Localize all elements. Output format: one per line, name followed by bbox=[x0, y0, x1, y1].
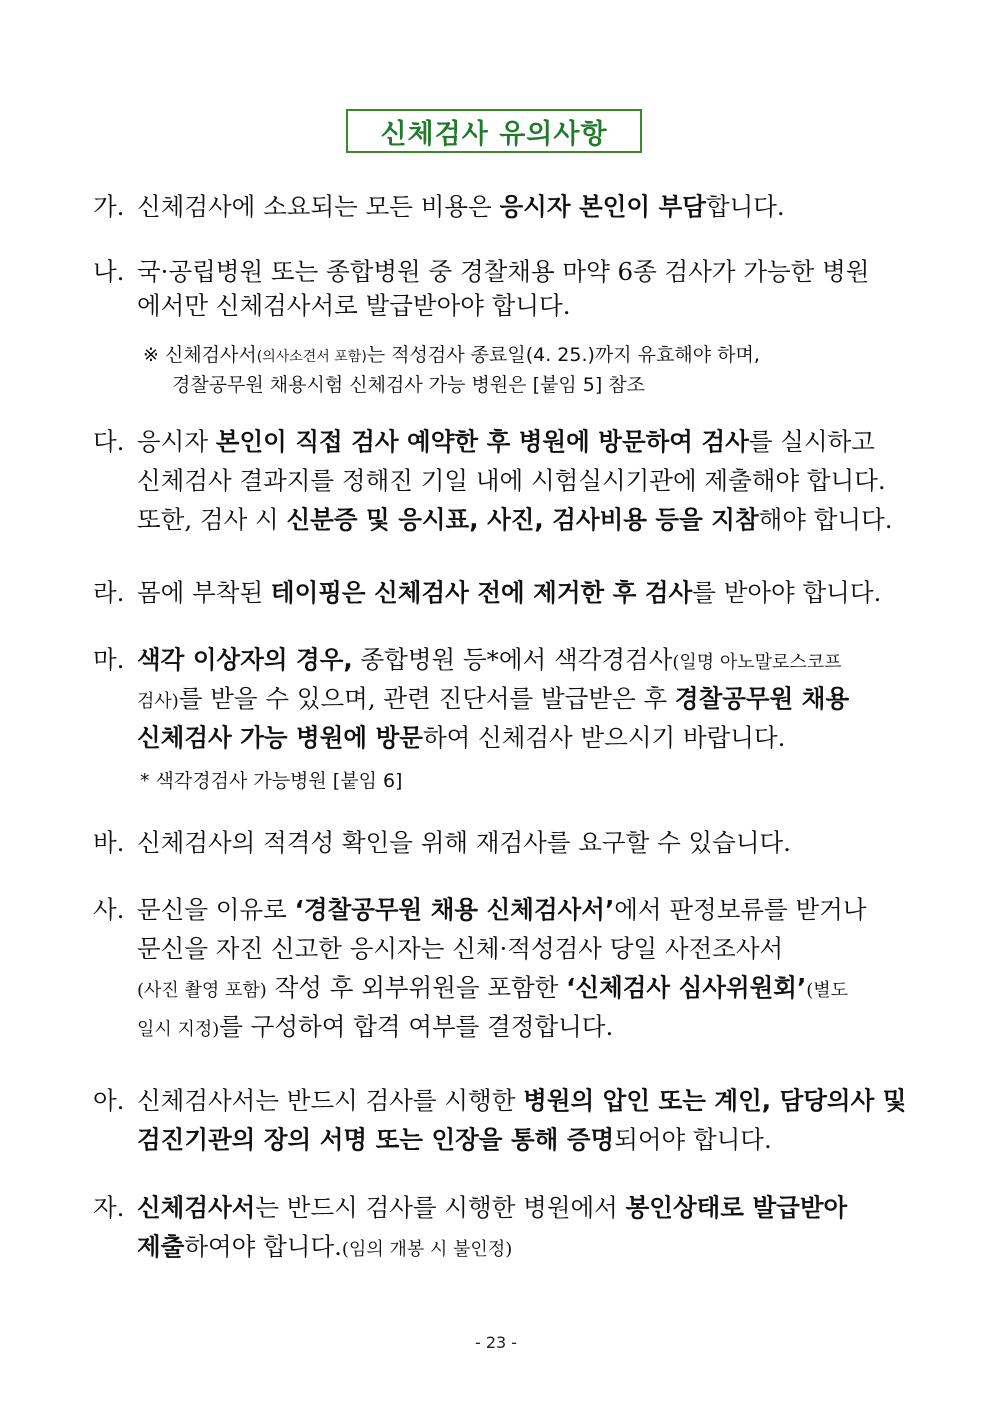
item-marker: 자. bbox=[93, 1193, 125, 1222]
note-na-2: 경찰공무원 채용시험 신체검사 가능 병원은 [붙임 5] 참조 bbox=[172, 374, 645, 396]
item-marker: 마. bbox=[93, 645, 125, 674]
emphasis: 테이핑은 신체검사 전에 제거한 후 검사 bbox=[270, 578, 693, 607]
list-item-ba: 바. 신체검사의 적격성 확인을 위해 재검사를 요구할 수 있습니다. bbox=[93, 826, 903, 860]
emphasis: 봉인상태로 발급받아 bbox=[625, 1193, 848, 1222]
note-ma: * 색각경검사 가능병원 [붙임 6] bbox=[140, 770, 403, 792]
emphasis: ‘신체검사 심사위원회’ bbox=[566, 973, 807, 1002]
item-marker: 라. bbox=[93, 578, 125, 607]
emphasis: 본인이 직접 검사 예약한 후 병원에 방문하여 검사 bbox=[215, 427, 749, 456]
list-item-ja: 자. 신체검사서는 반드시 검사를 시행한 병원에서 봉인상태로 발급받아 제출하여야 합니다.(임의 개봉 시 불인정) bbox=[93, 1193, 848, 1261]
emphasis: 병원의 압인 또는 계인, 담당의사 및 bbox=[523, 1086, 907, 1115]
item-marker: 다. bbox=[93, 427, 125, 456]
list-item-a: 아. 신체검사서는 반드시 검사를 시행한 병원의 압인 또는 계인, 담당의사 및 검진기관의 장의 서명 또는 인장을 통해 증명되어야 합니다. bbox=[93, 1086, 907, 1154]
emphasis: 경찰공무원 채용 bbox=[674, 684, 850, 713]
emphasis: 색각 이상자의 경우, bbox=[137, 645, 353, 674]
item-marker: 가. bbox=[93, 192, 125, 221]
emphasis: 신체검사서 bbox=[137, 1193, 256, 1222]
list-item-ga: 가. 신체검사에 소요되는 모든 비용은 응시자 본인이 부담합니다. bbox=[93, 190, 903, 224]
page-number: - 23 - bbox=[474, 1333, 518, 1352]
item-marker: 바. bbox=[93, 828, 125, 857]
emphasis: 응시자 본인이 부담 bbox=[499, 192, 706, 221]
list-item-sa: 사. 문신을 이유로 ‘경찰공무원 채용 신체검사서’에서 판정보류를 받거나 문신을 자진 신고한 응시자는 신체·적성검사 당일 사전조사서 (사진 촬영 포함) 작성 후 외부위원을 포함한 ‘신체검사 심사위원회’(별도 일시 지정)를 구성하여 합격 여부를 결정합니다. bbox=[93, 895, 867, 1041]
item-marker: 아. bbox=[93, 1086, 125, 1115]
item-marker: 나. bbox=[93, 257, 125, 286]
item-marker: 사. bbox=[93, 895, 125, 924]
emphasis: 신체검사 가능 병원에 방문 bbox=[137, 723, 423, 752]
list-item-ra: 라. 몸에 부착된 테이핑은 신체검사 전에 제거한 후 검사를 받아야 합니다. bbox=[93, 576, 903, 610]
note-na-1: ※ 신체검사서(의사소견서 포함)는 적성검사 종료일(4. 25.)까지 유효해야 하며, bbox=[143, 344, 760, 366]
page-title: 신체검사 유의사항 bbox=[346, 109, 642, 153]
emphasis: 신분증 및 응시표, 사진, 검사비용 등을 지참 bbox=[286, 505, 759, 534]
list-item-da: 다. 응시자 본인이 직접 검사 예약한 후 병원에 방문하여 검사를 실시하고 신체검사 결과지를 정해진 기일 내에 시험실시기관에 제출해야 합니다. 또한, 검사 시 신분증 및 응시표, 사진, 검사비용 등을 지참해야 합니다. bbox=[93, 427, 893, 534]
list-item-na: 나. 국·공립병원 또는 종합병원 중 경찰채용 마약 6종 검사가 가능한 병원 에서만 신체검사서로 발급받아야 합니다. bbox=[93, 257, 870, 320]
emphasis: ‘경찰공무원 채용 신체검사서’ bbox=[294, 895, 615, 924]
emphasis: 제출 bbox=[137, 1232, 185, 1261]
list-item-ma: 마. 색각 이상자의 경우, 종합병원 등*에서 색각경검사(일명 아노말로스코프 검사)를 받을 수 있으며, 관련 진단서를 발급받은 후 경찰공무원 채용 신체검사 가능 병원에 방문하여 신체검사 받으시기 바랍니다. bbox=[93, 645, 850, 752]
emphasis: 검진기관의 장의 서명 또는 인장을 통해 증명 bbox=[137, 1125, 615, 1154]
